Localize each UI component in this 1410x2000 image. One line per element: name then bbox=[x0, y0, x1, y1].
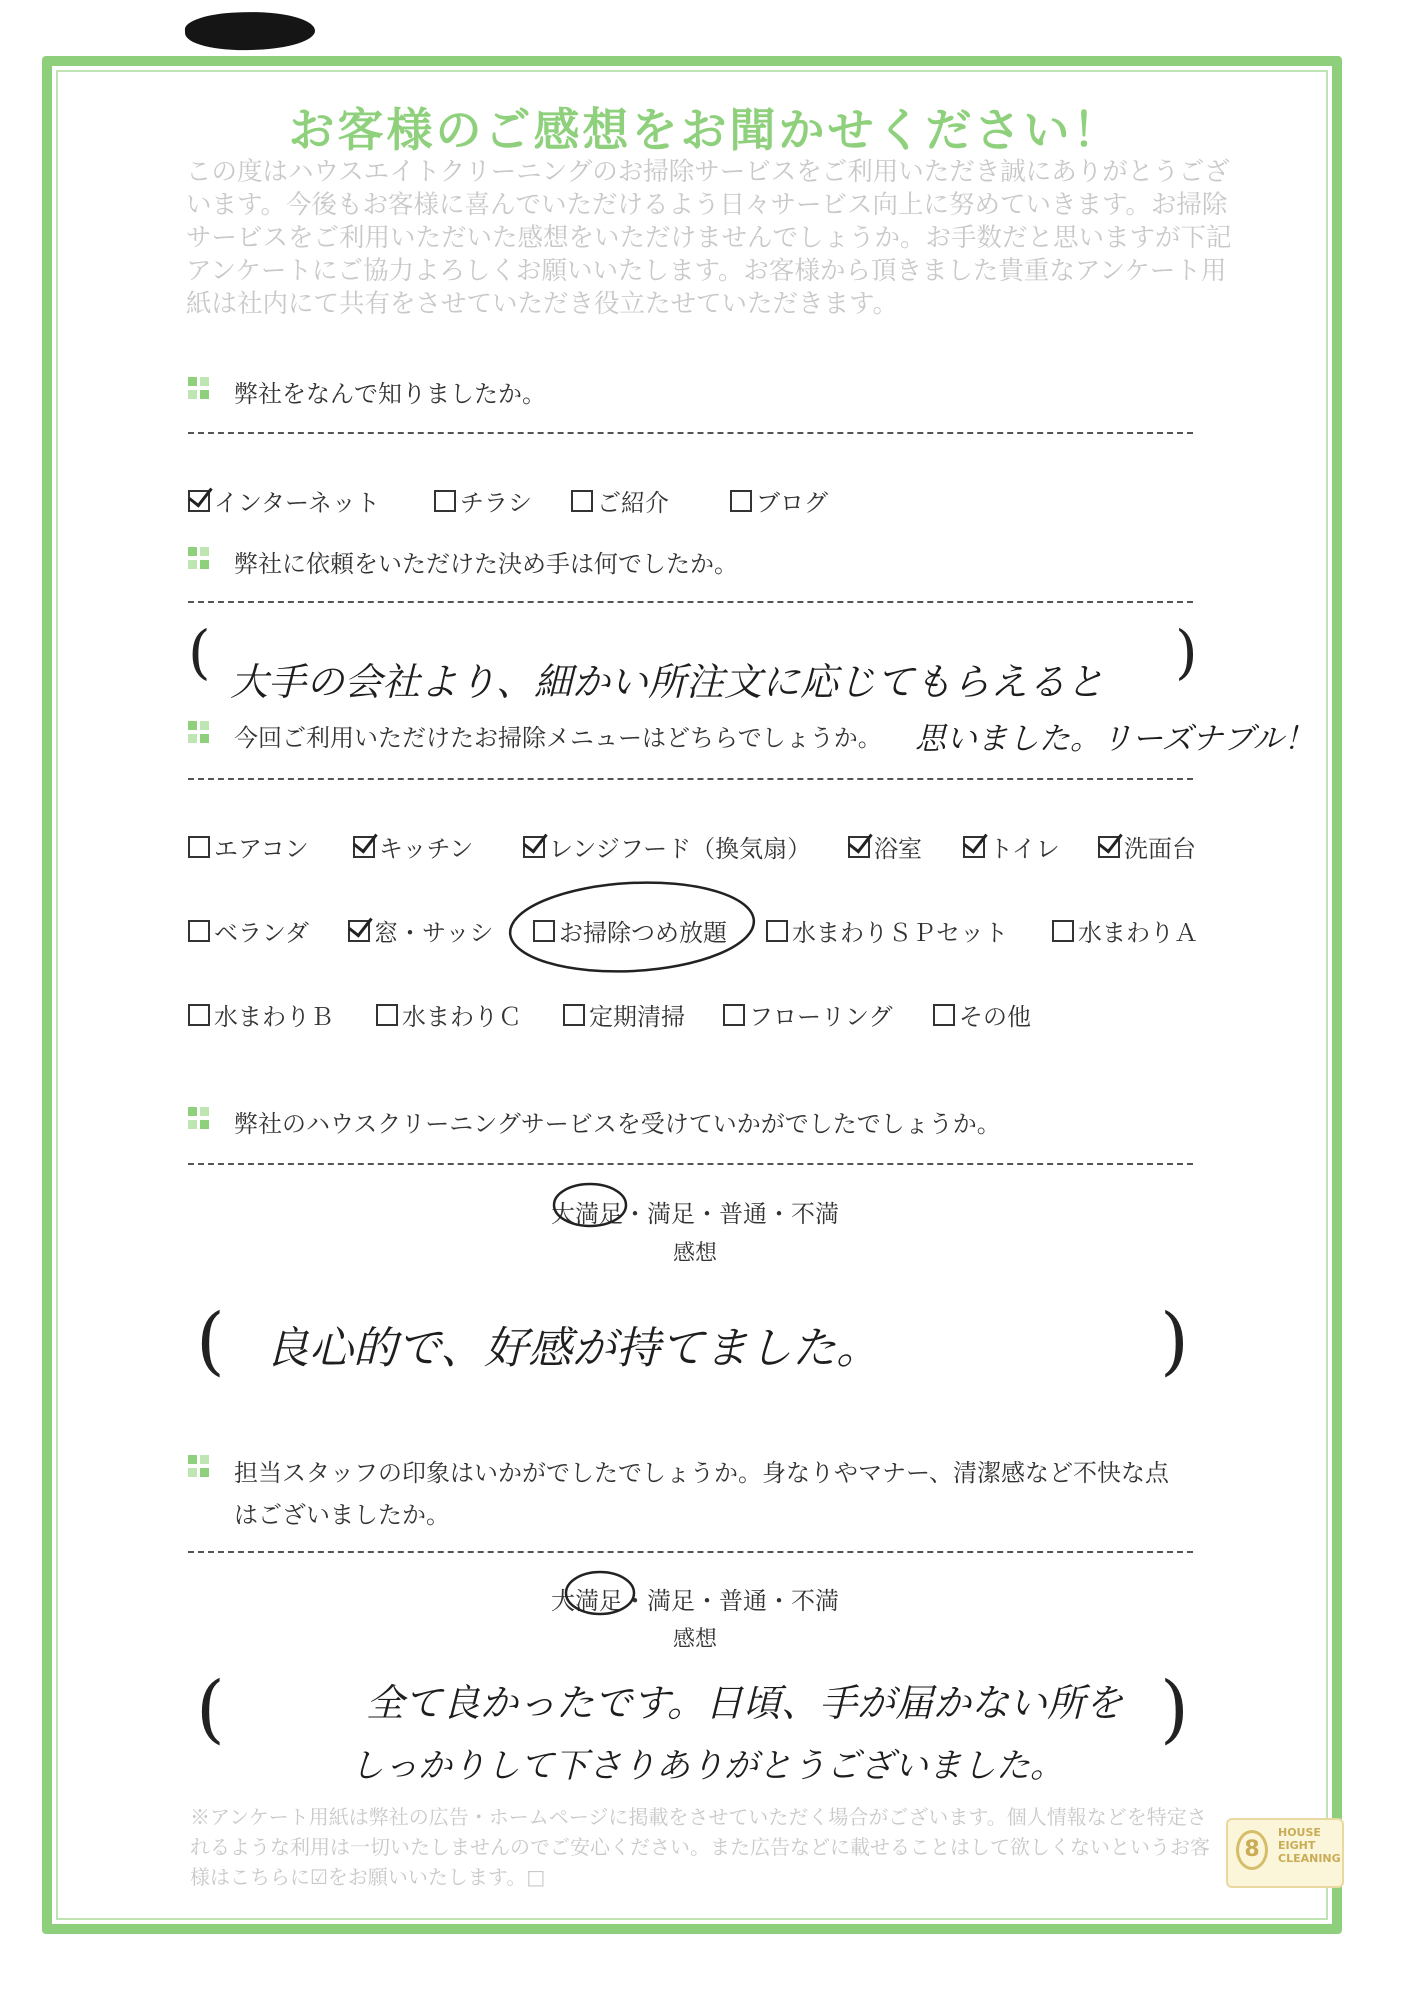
option-label: その他 bbox=[959, 1003, 1031, 1031]
dashed-divider bbox=[188, 1163, 1193, 1165]
option-label: 定期清掃 bbox=[589, 1003, 685, 1031]
paren-close: ) bbox=[1160, 1666, 1189, 1752]
checkbox-checked[interactable] bbox=[963, 836, 985, 858]
question-service-satisfaction bbox=[188, 1104, 1001, 1139]
option-label: ご紹介 bbox=[597, 489, 669, 517]
checkbox[interactable] bbox=[563, 1004, 585, 1026]
option-blog[interactable] bbox=[730, 483, 828, 518]
bullet-icon bbox=[188, 1107, 210, 1129]
option-label: ブログ bbox=[756, 489, 828, 517]
option-label: 洗面台 bbox=[1124, 835, 1196, 863]
option-toilet[interactable] bbox=[963, 829, 1060, 864]
option-window-sash[interactable] bbox=[348, 913, 494, 948]
option-regular-cleaning[interactable] bbox=[563, 997, 685, 1032]
option-label: レンジフード（換気扇） bbox=[549, 835, 812, 863]
checkbox-checked[interactable] bbox=[1098, 836, 1120, 858]
checkbox[interactable] bbox=[933, 1004, 955, 1026]
question-label: 今回ご利用いただけたお掃除メニューはどちらでしょうか。 bbox=[234, 724, 882, 752]
option-label: キッチン bbox=[379, 835, 474, 863]
question-label: 弊社のハウスクリーニングサービスを受けていかがでしたでしょうか。 bbox=[234, 1110, 1001, 1138]
option-washbasin[interactable] bbox=[1098, 829, 1196, 864]
question-staff-impression bbox=[188, 1452, 1169, 1536]
option-label: インターネット bbox=[214, 489, 380, 517]
option-water-c[interactable] bbox=[376, 997, 522, 1032]
option-bathroom[interactable] bbox=[848, 829, 922, 864]
option-label: トイレ bbox=[989, 835, 1060, 863]
redaction-mark bbox=[184, 10, 315, 53]
option-other[interactable] bbox=[933, 997, 1031, 1032]
option-flooring[interactable] bbox=[723, 997, 893, 1032]
option-kitchen[interactable] bbox=[353, 829, 473, 864]
question-deciding-factor bbox=[188, 544, 738, 579]
option-water-b[interactable] bbox=[188, 997, 334, 1032]
checkbox[interactable] bbox=[571, 490, 593, 512]
checkbox[interactable] bbox=[766, 920, 788, 942]
option-internet[interactable] bbox=[188, 483, 380, 518]
question-label-line1: 担当スタッフの印象はいかがでしたでしょうか。身なりやマナー、清潔感など不快な点 bbox=[234, 1459, 1170, 1487]
page-title: お客様のご感想をお聞かせください！ bbox=[288, 103, 1122, 157]
option-label: 水まわりＳＰセット bbox=[792, 919, 1008, 947]
paren-open: ( bbox=[196, 1666, 225, 1752]
option-flyer[interactable] bbox=[434, 483, 532, 518]
option-label: 水まわりＢ bbox=[214, 1003, 334, 1031]
intro-text: この度はハウスエイトクリーニングのお掃除サービスをご利用いただき誠にありがとうございます。今後もお客様に喜んでいただけるよう日々サービス向上に努めていきます。お掃除サービスをご利用いただいた感想をいただけませんでしょうか。お手数だと思いますが下記アンケートにご協力よろしくお願いいたします。お客様から頂きました貴重なアンケート用紙は社内にて共有をさせていただき役立たせていただきます。 bbox=[186, 157, 1232, 319]
option-water-a[interactable] bbox=[1052, 913, 1198, 948]
bullet-icon bbox=[188, 377, 210, 399]
footer-note: ※アンケート用紙は弊社の広告・ホームページに掲載をさせていただく場合がございます。個人情報などを特定されるような利用は一切いたしませんのでご安心ください。また広告などに載せることはして欲しくないというお客様はこちらに☑をお願いいたします。□ bbox=[190, 1805, 1210, 1889]
impression-label: 感想 bbox=[672, 1241, 717, 1266]
checkbox[interactable] bbox=[188, 1004, 210, 1026]
bullet-icon bbox=[188, 721, 210, 743]
logo-eight-icon: 8 bbox=[1236, 1830, 1268, 1870]
checkbox-checked[interactable] bbox=[848, 836, 870, 858]
dashed-divider bbox=[188, 601, 1193, 603]
handwritten-answer-line1: 大手の会社より、細かい所注文に応じてもらえると bbox=[230, 660, 1105, 704]
checkbox-checked[interactable] bbox=[188, 490, 210, 512]
bullet-icon bbox=[188, 547, 210, 569]
option-label: お掃除つめ放題 bbox=[559, 919, 727, 947]
source-options bbox=[188, 483, 888, 517]
dashed-divider bbox=[188, 778, 1193, 780]
option-label: 水まわりＣ bbox=[402, 1003, 522, 1031]
paren-open: ( bbox=[196, 1298, 225, 1384]
option-range-hood[interactable] bbox=[523, 829, 811, 864]
checkbox-checked[interactable] bbox=[348, 920, 370, 942]
question-menu bbox=[188, 718, 882, 753]
checkbox-checked[interactable] bbox=[353, 836, 375, 858]
option-veranda[interactable] bbox=[188, 913, 309, 948]
checkbox[interactable] bbox=[188, 836, 210, 858]
paren-close: ) bbox=[1160, 1298, 1189, 1384]
rating-scale[interactable]: 大満足・満足・普通・不満 bbox=[551, 1200, 839, 1228]
question-source bbox=[188, 374, 546, 409]
dashed-divider bbox=[188, 432, 1193, 434]
option-label: 水まわりＡ bbox=[1078, 919, 1198, 947]
handwritten-answer-line2: 思いました。リーズナブル！ bbox=[915, 721, 1315, 757]
paren-open: ( bbox=[188, 618, 211, 686]
question-label: 弊社に依頼をいただけた決め手は何でしたか。 bbox=[234, 550, 738, 578]
checkbox[interactable] bbox=[723, 1004, 745, 1026]
checkbox[interactable] bbox=[730, 490, 752, 512]
logo-text: HOUSE EIGHT CLEANING bbox=[1278, 1826, 1341, 1865]
checkbox[interactable] bbox=[188, 920, 210, 942]
checkbox-checked[interactable] bbox=[523, 836, 545, 858]
option-label: チラシ bbox=[460, 489, 532, 517]
dashed-divider bbox=[188, 1551, 1193, 1553]
question-label-line2: はございましたか。 bbox=[234, 1501, 450, 1529]
option-label: 窓・サッシ bbox=[374, 919, 494, 947]
option-label: エアコン bbox=[214, 835, 309, 863]
rating-scale[interactable]: 大満足・満足・普通・不満 bbox=[551, 1587, 839, 1615]
option-aircon[interactable] bbox=[188, 829, 309, 864]
handwritten-staff-line1: 全て良かったです。日頃、手が届かない所を bbox=[366, 1681, 1123, 1725]
checkbox[interactable] bbox=[434, 490, 456, 512]
impression-label: 感想 bbox=[672, 1627, 717, 1652]
bullet-icon bbox=[188, 1455, 210, 1477]
question-label: 弊社をなんで知りましたか。 bbox=[234, 380, 546, 408]
paren-close: ) bbox=[1175, 618, 1198, 686]
option-label: 浴室 bbox=[874, 835, 922, 863]
handwritten-impression: 良心的で、好感が持てました。 bbox=[265, 1323, 881, 1374]
option-label: フローリング bbox=[749, 1003, 893, 1031]
option-referral[interactable] bbox=[571, 483, 669, 518]
checkbox[interactable] bbox=[533, 920, 555, 942]
menu-options bbox=[188, 829, 1208, 1049]
handwritten-staff-line2: しっかりして下さりありがとうございました。 bbox=[350, 1746, 1064, 1786]
option-all-you-can-clean[interactable] bbox=[533, 913, 727, 948]
checkbox[interactable] bbox=[376, 1004, 398, 1026]
checkbox[interactable] bbox=[1052, 920, 1074, 942]
company-logo bbox=[1226, 1818, 1344, 1888]
option-water-sp-set[interactable] bbox=[766, 913, 1008, 948]
option-label: ベランダ bbox=[214, 919, 310, 947]
